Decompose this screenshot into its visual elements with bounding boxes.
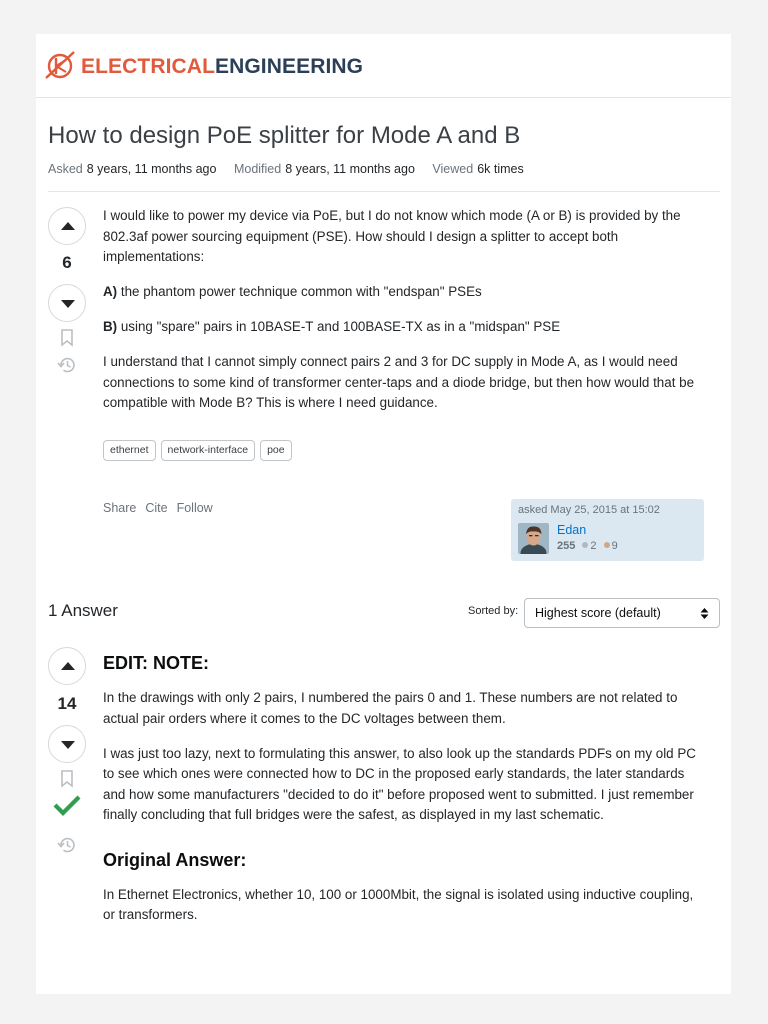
logo-part-electrical: ELECTRICAL	[81, 55, 215, 78]
sort-arrows-icon	[700, 607, 709, 620]
modified-label: Modified	[233, 162, 282, 176]
question-vote-count: 6	[62, 253, 72, 272]
reputation-score: 255	[557, 540, 576, 552]
user-name-link[interactable]: Edan	[557, 523, 587, 537]
upvote-arrow-icon	[60, 661, 76, 671]
share-link[interactable]: Share	[103, 501, 137, 515]
answers-count: 1 Answer	[48, 601, 118, 620]
answer-vote-count: 14	[57, 694, 77, 713]
bookmark-icon[interactable]	[60, 770, 74, 788]
downvote-arrow-icon	[60, 299, 76, 309]
answer-paragraph: In the drawings with only 2 pairs, I numbered the pairs 0 and 1. These numbers are not related to actual pair orders where it comes to the DC voltages between them.	[103, 690, 678, 726]
page	[36, 34, 731, 994]
question-option-b	[103, 317, 703, 338]
site-header	[36, 34, 731, 98]
divider	[48, 191, 720, 192]
viewed-value: 6k times	[477, 162, 524, 176]
tag[interactable]: poe	[260, 440, 292, 461]
question-meta	[48, 162, 538, 176]
question-paragraph: I understand that I cannot simply connect pairs 2 and 3 for DC supply in Mode A, as I would need connections to some kind of transformer center-taps and a diode bridge, but then how would that be compatible with Mode B? This is where I need guidance.	[103, 354, 695, 410]
answer-upvote-button[interactable]	[48, 647, 86, 685]
answer-body	[103, 651, 703, 940]
asked-timestamp[interactable]: asked May 25, 2015 at 15:02	[518, 504, 660, 516]
checkmark-icon	[53, 794, 81, 816]
silver-badge-icon	[582, 542, 588, 548]
silver-badge-count: 2	[590, 540, 597, 552]
asked-value: 8 years, 11 months ago	[86, 162, 217, 176]
downvote-arrow-icon	[60, 740, 76, 750]
history-icon[interactable]	[57, 836, 77, 854]
sort-select-value: Highest score (default)	[535, 606, 661, 620]
answer-vote-column	[48, 647, 88, 857]
sort-select[interactable]	[524, 598, 720, 628]
question-body	[103, 206, 703, 428]
tag[interactable]: network-interface	[161, 440, 256, 461]
question-paragraph: I would like to power my device via PoE, but I do not know which mode (A or B) is provided by the 802.3af power sourcing equipment (PSE). How should I design a splitter to accept both implementations:	[103, 208, 681, 264]
user-stats	[557, 540, 618, 552]
option-b-label: B)	[103, 319, 118, 334]
upvote-arrow-icon	[60, 221, 76, 231]
answer-paragraph: In Ethernet Electronics, whether 10, 100 or 1000Mbit, the signal is isolated using inductive coupling, or transformers.	[103, 886, 694, 922]
bronze-badge-count: 9	[611, 540, 618, 552]
answer-paragraph: I was just too lazy, next to formulating this answer, to also look up the standards PDFs on my old PC to see which ones were connected how to DC in the proposed early standards, the later standards and how some manufacturers "decided to do it" before proposed went to submitted. I just remember finally concluding that full bridges were the safest, as displayed in my last schematic.	[103, 745, 696, 822]
modified-value[interactable]: 8 years, 11 months ago	[285, 162, 415, 176]
answer-original-heading: Original Answer:	[103, 849, 247, 870]
cite-link[interactable]: Cite	[145, 501, 168, 515]
question-title[interactable]: How to design PoE splitter for Mode A and B	[48, 122, 521, 149]
question-tags	[103, 440, 292, 461]
asker-user-card	[511, 499, 704, 561]
site-logo-text[interactable]	[81, 55, 363, 79]
sort-label: Sorted by:	[468, 605, 519, 617]
logo-part-engineering: ENGINEERING	[215, 55, 364, 78]
option-a-label: A)	[103, 284, 118, 299]
transistor-logo-icon[interactable]	[43, 48, 77, 82]
question-downvote-button[interactable]	[48, 284, 86, 322]
bronze-badge-icon	[604, 542, 610, 548]
history-icon[interactable]	[57, 356, 77, 374]
viewed-label: Viewed	[432, 162, 474, 176]
question-vote-column	[48, 207, 88, 387]
avatar[interactable]	[518, 523, 549, 554]
tag[interactable]: ethernet	[103, 440, 156, 461]
question-upvote-button[interactable]	[48, 207, 86, 245]
question-option-a	[103, 282, 703, 303]
answer-edit-heading: EDIT: NOTE:	[103, 653, 209, 673]
follow-link[interactable]: Follow	[176, 501, 213, 515]
asked-label: Asked	[48, 162, 83, 176]
post-menu	[103, 501, 213, 515]
answer-downvote-button[interactable]	[48, 725, 86, 763]
option-b-text: using "spare" pairs in 10BASE-T and 100BASE-TX as in a "midspan" PSE	[117, 319, 561, 334]
bookmark-icon[interactable]	[60, 329, 74, 347]
option-a-text: the phantom power technique common with "endspan" PSEs	[117, 284, 482, 299]
